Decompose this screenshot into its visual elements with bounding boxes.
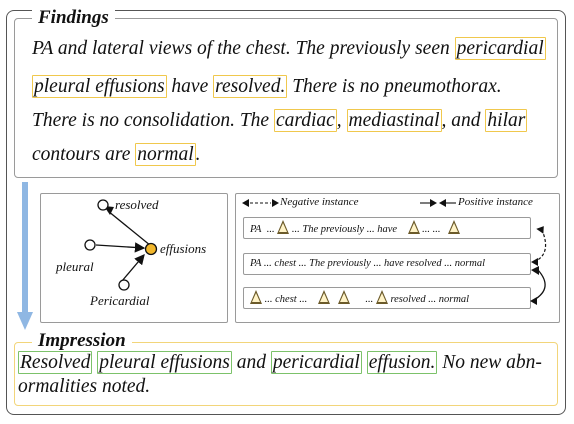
impression-text: ormalities noted. <box>18 376 151 397</box>
highlight-cardiac: cardiac <box>275 110 335 131</box>
highlight-hilar: hilar <box>487 110 526 131</box>
row-text: ... <box>365 294 374 305</box>
findings-line-1 <box>32 38 546 60</box>
highlight-pleural-effusions: pleural effusions <box>99 352 230 373</box>
findings-text: have <box>166 76 214 97</box>
anchor-triangle <box>376 290 388 304</box>
row-text: PA ... chest ... The previously ... have resolved ... normal <box>250 258 486 269</box>
node-effusions <box>146 244 157 255</box>
highlight-resolved: resolved. <box>215 76 286 97</box>
highlight-pleural-effusions: pleural effusions <box>34 76 165 97</box>
row-text: ... ... <box>422 224 441 235</box>
positive-legend-label: Positive instance <box>458 196 533 208</box>
anchor-triangle <box>408 220 420 234</box>
row-text: ... The previously ... have <box>291 224 398 235</box>
row-text: PA <box>250 224 262 235</box>
impression-title: Impression <box>32 331 132 351</box>
flow-arrow <box>14 182 36 332</box>
highlight-effusion: effusion. <box>368 352 436 373</box>
label-effusions: effusions <box>160 241 207 256</box>
instance-row-1 <box>243 217 531 239</box>
highlight-pericardial: pericardial <box>272 352 360 373</box>
negative-legend-arrow <box>241 196 281 210</box>
findings-text: , and <box>441 110 486 131</box>
edge-pleural-effusions <box>96 245 144 248</box>
contrast-arrows <box>528 218 560 318</box>
instance-row-3 <box>243 287 531 309</box>
findings-line-4 <box>32 144 201 166</box>
row-text: ... <box>266 224 275 235</box>
findings-line-3 <box>32 110 527 132</box>
anchor-triangle <box>250 290 262 304</box>
edge-pericardial-effusions <box>122 255 144 281</box>
highlight-normal: normal <box>137 144 194 165</box>
highlight-resolved: Resolved <box>20 352 91 373</box>
findings-text: There is no consolidation. The <box>32 110 274 131</box>
anchor-triangle <box>277 220 289 234</box>
row-text: resolved ... normal <box>390 294 470 305</box>
label-resolved: resolved <box>115 197 159 212</box>
findings-line-2 <box>32 76 502 98</box>
anchor-triangle <box>338 290 350 304</box>
node-pericardial <box>119 280 129 290</box>
impression-line-1 <box>18 352 542 374</box>
negative-curve <box>534 230 546 262</box>
flow-arrow-head <box>17 312 33 330</box>
flow-arrow-shaft <box>22 182 28 314</box>
impression-line-2 <box>18 376 150 398</box>
findings-text: There is no pneumothorax. <box>287 76 502 97</box>
node-pleural <box>85 240 95 250</box>
anchor-triangle <box>318 290 330 304</box>
label-pericardial: Pericardial <box>90 293 150 308</box>
positive-legend-arrow <box>418 196 458 210</box>
row-text: ... chest ... <box>264 294 308 305</box>
negative-legend-label: Negative instance <box>280 196 359 208</box>
highlight-mediastinal: mediastinal <box>348 110 440 131</box>
impression-text: and <box>231 352 271 373</box>
node-resolved <box>98 200 108 210</box>
findings-text: PA and lateral views of the chest. The previously seen <box>32 38 455 59</box>
highlight-pericardial: pericardial <box>456 38 544 59</box>
findings-text: , <box>336 110 347 131</box>
anchor-triangle <box>448 220 460 234</box>
instance-row-2 <box>243 253 531 275</box>
impression-text: No new abn- <box>437 352 542 373</box>
findings-text: . <box>195 144 201 165</box>
findings-title: Findings <box>32 8 115 28</box>
label-pleural: pleural <box>56 259 94 274</box>
positive-curve <box>534 270 545 300</box>
findings-text: contours are <box>32 144 136 165</box>
